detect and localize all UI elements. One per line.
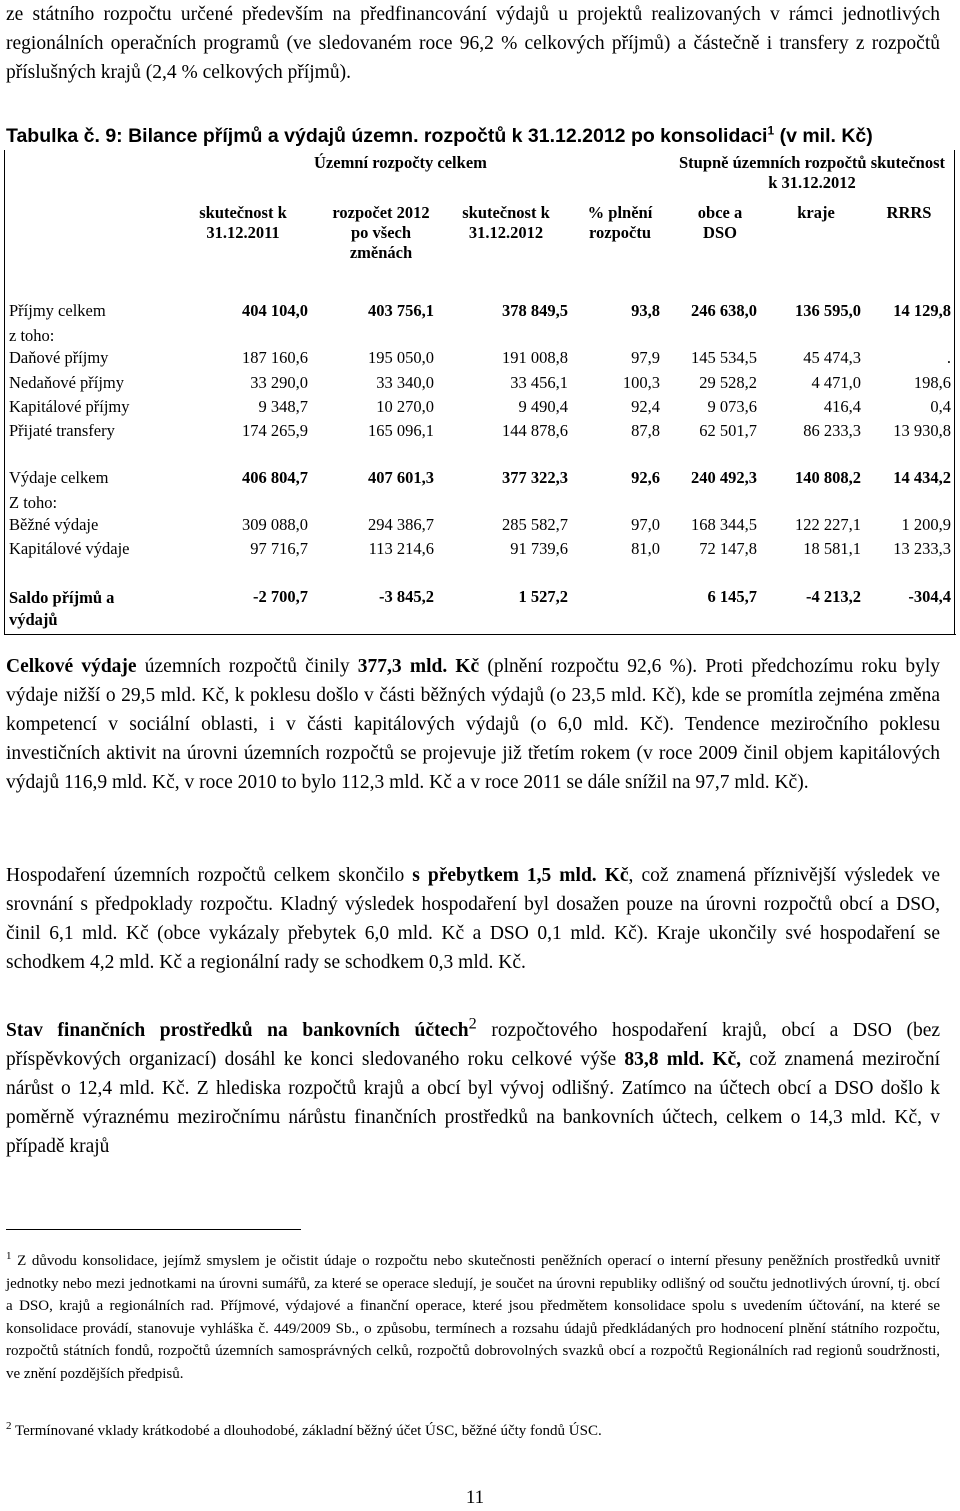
table-caption: Tabulka č. 9: Bilance příjmů a výdajů územn. rozpočtů k 31.12.2012 po konsolidaci$^1$ (v mil. Kč) [6, 123, 873, 147]
table-cell: -304,4 [908, 587, 951, 606]
table-cell: 9 348,7 [258, 397, 308, 416]
table-cell: 14 129,8 [893, 301, 951, 320]
table-cell: -4 213,2 [806, 587, 861, 606]
table-cell: 97 716,7 [250, 539, 308, 558]
table-cell: 187 160,6 [242, 348, 308, 367]
table-cell: 9 490,4 [518, 397, 568, 416]
row-label: z toho: [9, 326, 55, 345]
table-cell: 165 096,1 [368, 421, 434, 440]
col-header-municipalities: obce a DSO [697, 203, 743, 242]
group-header-levels: Stupně územních rozpočtů skutečnost k 31.12.2012 [678, 153, 945, 192]
row-label: Příjmy celkem [9, 301, 106, 320]
table-cell: 87,8 [631, 421, 660, 440]
table-cell: 198,6 [913, 373, 951, 392]
table-cell: 6 145,7 [707, 587, 757, 606]
table-cell: 45 474,3 [803, 348, 861, 367]
row-label: Běžné výdaje [9, 515, 99, 534]
budget-balance-table [4, 150, 956, 635]
table-cell: 113 214,6 [368, 539, 434, 558]
row-label: Přijaté transfery [9, 421, 115, 440]
table-cell: . [946, 348, 951, 367]
row-label: Nedaňové příjmy [9, 373, 125, 392]
col-header-fulfilment: % plnění rozpočtu [587, 203, 653, 242]
table-cell: 97,9 [631, 348, 660, 367]
table-cell: 285 582,7 [502, 515, 568, 534]
table-cell: 122 227,1 [795, 515, 861, 534]
table-left-border [4, 150, 5, 634]
table-cell: 168 344,5 [691, 515, 757, 534]
footnote-separator [6, 1229, 301, 1230]
table-cell: 309 088,0 [242, 515, 308, 534]
table-cell: 240 492,3 [691, 468, 757, 487]
table-cell: 191 008,8 [502, 348, 568, 367]
table-cell: 407 601,3 [368, 468, 434, 487]
table-cell: 10 270,0 [376, 397, 434, 416]
row-label: Kapitálové příjmy [9, 397, 130, 416]
footnote-1: $^1$ Z důvodu konsolidace, jejímž smyslem je očistit údaje o rozpočtu nebo skutečnosti peněžních operací o interní přesuny peněžních prostředků uvnitř jednotky nebo mezi jednotkami na úrovni sumářů, za které se operace sledují, je součet na úrovni republiky odlišný od součtu jednotlivých úrovní, tj. obcí a DSO, krajů a regionálních rad. Příjmové, výdajové a finanční operace, které jsou předmětem konsolidace spolu s uvedením účtování, na které se konsolidace provádí, stanovuje vyhláška č. 449/2009 Sb., o způsobu, termínech a rozsahu údajů předkládaných pro hodnocení plnění státního rozpočtu, rozpočtů státních fondů, rozpočtů územních samosprávných celků, rozpočtů dobrovolných svazků obcí a rozpočtů Regionálních rad regionů soudržnosti, ve znění pozdějších předpisů. [6, 1250, 940, 1382]
table-cell: 136 595,0 [795, 301, 861, 320]
table-cell: 174 265,9 [242, 421, 308, 440]
table-cell: -2 700,7 [253, 587, 308, 606]
paragraph-surplus: Hospodaření územních rozpočtů celkem skončilo s přebytkem 1,5 mld. Kč, což znamená příznivější výsledek ve srovnání s předpoklady rozpočtu. Kladný výsledek hospodaření byl dosažen pouze na úrovni rozpočtů obcí a DSO, činil 6,1 mld. Kč (obce vykázaly přebytek 6,0 mld. Kč a DSO 0,1 mld. Kč). Kraje ukončily své hospodaření se schodkem 4,2 mld. Kč a regionální rady se schodkem 0,3 mld. Kč. [6, 865, 940, 973]
table-cell: 378 849,5 [502, 301, 568, 320]
intro-paragraph: ze státního rozpočtu určené především na předfinancování výdajů u projektů realizovaných v rámci jednotlivých regionálních operačních programů (ve sledovaném roce 96,2 % celkových příjmů) a částečně i transfery z rozpočtů příslušných krajů (2,4 % celkových příjmů). [6, 4, 940, 83]
table-cell: 33 456,1 [510, 373, 568, 392]
table-cell: 62 501,7 [699, 421, 757, 440]
footnote-2: $^2$ Termínované vklady krátkodobé a dlouhodobé, základní běžný účet ÚSC, běžné účty fondů ÚSC. [6, 1420, 602, 1439]
table-cell: 92,6 [631, 468, 660, 487]
table-cell: 377 322,3 [502, 468, 568, 487]
table-cell: 4 471,0 [811, 373, 861, 392]
paragraph-expenditures: Celkové výdaje územních rozpočtů činily 377,3 mld. Kč (plnění rozpočtu 92,6 %). Proti předchozímu roku byly výdaje nižší o 29,5 mld. Kč, k poklesu došlo v části běžných výdajů (o 23,5 mld. Kč), kde se promítla zejména změna kompetencí v sociální oblasti, i v části kapitálových výdajů (o 6,0 mld. Kč). Tendence meziročního poklesu investičních aktivit na úrovni územních rozpočtů se projevuje již třetím rokem (v roce 2009 činil objem kapitálových výdajů 116,9 mld. Kč, v roce 2010 to bylo 112,3 mld. Kč a v roce 2011 se dále snížil na 97,7 mld. Kč). [6, 656, 940, 793]
table-cell: 1 527,2 [518, 587, 568, 606]
table-cell: 14 434,2 [893, 468, 951, 487]
table-cell: 97,0 [631, 515, 660, 534]
table-cell: 91 739,6 [510, 539, 568, 558]
table-cell: 416,4 [823, 397, 861, 416]
table-cell: 406 804,7 [242, 468, 308, 487]
table-cell: 246 638,0 [691, 301, 757, 320]
table-cell: 145 534,5 [691, 348, 757, 367]
col-header-actual-2012: skutečnost k 31.12.2012 [462, 203, 550, 242]
table-cell: 92,4 [631, 397, 660, 416]
table-cell: 33 340,0 [376, 373, 434, 392]
table-cell: 1 200,9 [901, 515, 951, 534]
table-cell: 18 581,1 [803, 539, 861, 558]
table-cell: 0,4 [930, 397, 951, 416]
col-header-regions: kraje [797, 203, 835, 222]
table-cell: 100,3 [622, 373, 660, 392]
row-label: Daňové příjmy [9, 348, 109, 367]
row-label: Výdaje celkem [9, 468, 109, 487]
paragraph-bank-accounts: Stav finančních prostředků na bankovních účtech$^2$ rozpočtového hospodaření krajů, obcí a DSO (bez příspěvkových organizací) dosáhl ke konci sledovaného roku celkové výše 83,8 mld. Kč, což znamená meziroční nárůst o 12,4 mld. Kč. Z hlediska rozpočtů krajů a obcí byl vývoj odlišný. Zatímco na účtech obcí a DSO došlo k poměrně výraznému meziročnímu nárůstu finančních prostředků na bankovních účtech, celkem o 14,3 mld. Kč, v případě krajů [6, 1014, 941, 1157]
row-label: Saldo příjmů a výdajů [9, 588, 115, 629]
table-cell: 404 104,0 [242, 301, 308, 320]
col-header-budget-2012: rozpočet 2012 po všech změnách [332, 203, 430, 262]
table-cell: 140 808,2 [795, 468, 861, 487]
table-cell: 72 147,8 [699, 539, 757, 558]
table-cell: 29 528,2 [699, 373, 757, 392]
table-cell: 13 233,3 [893, 539, 951, 558]
table-cell: -3 845,2 [379, 587, 434, 606]
group-header-total: Územní rozpočty celkem [314, 153, 487, 172]
table-cell: 33 290,0 [250, 373, 308, 392]
row-label: Z toho: [9, 493, 58, 512]
table-cell: 144 878,6 [502, 421, 568, 440]
row-label: Kapitálové výdaje [9, 539, 130, 558]
col-header-actual-2011: skutečnost k 31.12.2011 [199, 203, 287, 242]
table-cell: 81,0 [631, 539, 660, 558]
table-cell: 13 930,8 [893, 421, 951, 440]
page-number: 11 [465, 1487, 485, 1508]
table-cell: 403 756,1 [368, 301, 434, 320]
col-header-rrrs: RRRS [886, 203, 932, 222]
table-cell: 9 073,6 [707, 397, 757, 416]
table-right-border [954, 150, 955, 634]
table-cell: 86 233,3 [803, 421, 861, 440]
table-cell: 294 386,7 [368, 515, 434, 534]
table-cell: 195 050,0 [368, 348, 434, 367]
table-cell: 93,8 [631, 301, 660, 320]
